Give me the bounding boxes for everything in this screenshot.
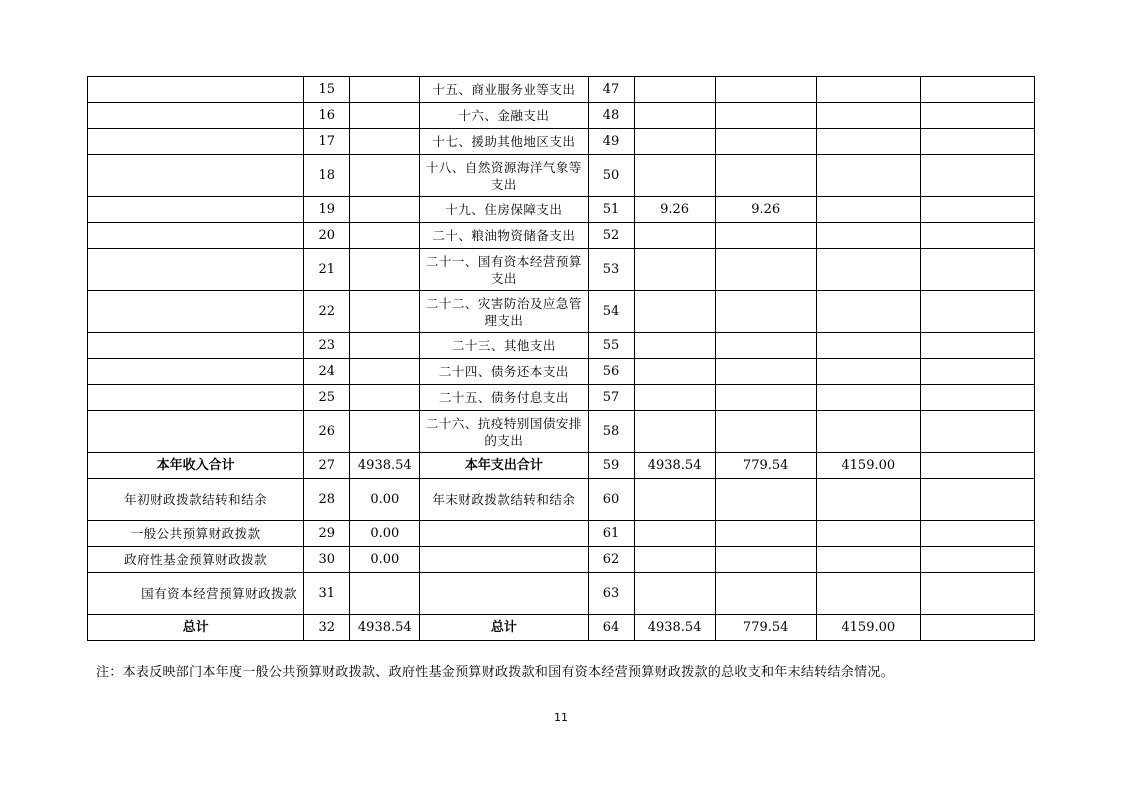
expense-general-budget-cell bbox=[715, 573, 816, 615]
expense-capital-budget-cell bbox=[920, 291, 1034, 333]
income-amount-cell: 4938.54 bbox=[350, 453, 420, 479]
income-line-number: 15 bbox=[304, 77, 350, 103]
table-row bbox=[88, 453, 1035, 479]
expense-general-budget-cell bbox=[715, 385, 816, 411]
expense-fund-budget-cell: 4159.00 bbox=[816, 453, 920, 479]
expense-line-number: 64 bbox=[588, 615, 634, 641]
expense-capital-budget-cell bbox=[920, 359, 1034, 385]
income-line-number: 30 bbox=[304, 547, 350, 573]
expense-fund-budget-cell bbox=[816, 249, 920, 291]
income-amount-cell: 4938.54 bbox=[350, 615, 420, 641]
expense-total-cell bbox=[634, 77, 715, 103]
income-item-cell: 政府性基金预算财政拨款 bbox=[88, 547, 304, 573]
expense-capital-budget-cell bbox=[920, 223, 1034, 249]
table-row bbox=[88, 291, 1035, 333]
expense-line-number: 62 bbox=[588, 547, 634, 573]
income-amount-cell bbox=[350, 223, 420, 249]
expense-line-number: 54 bbox=[588, 291, 634, 333]
expense-general-budget-cell: 779.54 bbox=[715, 615, 816, 641]
expense-line-number: 60 bbox=[588, 479, 634, 521]
expense-capital-budget-cell bbox=[920, 453, 1034, 479]
income-item-cell bbox=[88, 197, 304, 223]
table-row bbox=[88, 521, 1035, 547]
income-item-cell bbox=[88, 223, 304, 249]
table-row bbox=[88, 77, 1035, 103]
expense-general-budget-cell bbox=[715, 103, 816, 129]
income-item-cell bbox=[88, 103, 304, 129]
income-amount-cell bbox=[350, 333, 420, 359]
expense-item-cell: 十七、援助其他地区支出 bbox=[420, 129, 588, 155]
income-amount-cell bbox=[350, 573, 420, 615]
income-item-cell bbox=[88, 77, 304, 103]
income-item-cell bbox=[88, 385, 304, 411]
table-row bbox=[88, 615, 1035, 641]
expense-line-number: 63 bbox=[588, 573, 634, 615]
income-line-number: 16 bbox=[304, 103, 350, 129]
expense-general-budget-cell bbox=[715, 155, 816, 197]
expense-capital-budget-cell bbox=[920, 333, 1034, 359]
income-item-cell bbox=[88, 411, 304, 453]
table-row bbox=[88, 411, 1035, 453]
income-amount-cell bbox=[350, 385, 420, 411]
expense-capital-budget-cell bbox=[920, 77, 1034, 103]
budget-table bbox=[87, 76, 1035, 641]
expense-item-cell: 二十五、债务付息支出 bbox=[420, 385, 588, 411]
expense-fund-budget-cell bbox=[816, 291, 920, 333]
expense-fund-budget-cell bbox=[816, 103, 920, 129]
expense-capital-budget-cell bbox=[920, 155, 1034, 197]
expense-total-cell bbox=[634, 333, 715, 359]
expense-fund-budget-cell bbox=[816, 333, 920, 359]
expense-total-cell bbox=[634, 359, 715, 385]
income-line-number: 17 bbox=[304, 129, 350, 155]
income-amount-cell: 0.00 bbox=[350, 521, 420, 547]
expense-capital-budget-cell bbox=[920, 411, 1034, 453]
income-amount-cell bbox=[350, 103, 420, 129]
expense-capital-budget-cell bbox=[920, 103, 1034, 129]
expense-item-cell: 十八、自然资源海洋气象等支出 bbox=[420, 155, 588, 197]
income-line-number: 22 bbox=[304, 291, 350, 333]
expense-capital-budget-cell bbox=[920, 521, 1034, 547]
income-line-number: 28 bbox=[304, 479, 350, 521]
expense-general-budget-cell bbox=[715, 77, 816, 103]
expense-total-cell bbox=[634, 249, 715, 291]
table-footnote: 注：本表反映部门本年度一般公共预算财政拨款、政府性基金预算财政拨款和国有资本经营预算财政拨款的总收支和年末结转结余情况。 bbox=[96, 665, 895, 680]
expense-total-cell bbox=[634, 385, 715, 411]
expense-item-cell: 十九、住房保障支出 bbox=[420, 197, 588, 223]
expense-total-cell: 4938.54 bbox=[634, 615, 715, 641]
expense-total-cell bbox=[634, 547, 715, 573]
expense-capital-budget-cell bbox=[920, 197, 1034, 223]
income-line-number: 29 bbox=[304, 521, 350, 547]
expense-general-budget-cell bbox=[715, 411, 816, 453]
expense-total-label: 本年支出合计 bbox=[420, 453, 588, 479]
expense-total-cell bbox=[634, 223, 715, 249]
income-total-label: 本年收入合计 bbox=[88, 453, 304, 479]
expense-fund-budget-cell bbox=[816, 521, 920, 547]
income-line-number: 18 bbox=[304, 155, 350, 197]
income-item-cell: 一般公共预算财政拨款 bbox=[88, 521, 304, 547]
income-item-cell bbox=[88, 129, 304, 155]
income-amount-cell bbox=[350, 77, 420, 103]
expense-general-budget-cell bbox=[715, 521, 816, 547]
expense-general-budget-cell bbox=[715, 291, 816, 333]
table-row bbox=[88, 385, 1035, 411]
expense-fund-budget-cell: 4159.00 bbox=[816, 615, 920, 641]
expense-line-number: 52 bbox=[588, 223, 634, 249]
income-line-number: 20 bbox=[304, 223, 350, 249]
table-row bbox=[88, 359, 1035, 385]
table-row bbox=[88, 479, 1035, 521]
expense-capital-budget-cell bbox=[920, 249, 1034, 291]
income-line-number: 26 bbox=[304, 411, 350, 453]
income-line-number: 25 bbox=[304, 385, 350, 411]
expense-line-number: 49 bbox=[588, 129, 634, 155]
expense-line-number: 61 bbox=[588, 521, 634, 547]
expense-fund-budget-cell bbox=[816, 547, 920, 573]
expense-item-cell: 二十四、债务还本支出 bbox=[420, 359, 588, 385]
income-amount-cell bbox=[350, 291, 420, 333]
expense-fund-budget-cell bbox=[816, 573, 920, 615]
expense-total-cell bbox=[634, 129, 715, 155]
table-row bbox=[88, 103, 1035, 129]
expense-line-number: 57 bbox=[588, 385, 634, 411]
expense-total-cell: 4938.54 bbox=[634, 453, 715, 479]
income-line-number: 32 bbox=[304, 615, 350, 641]
income-item-cell bbox=[88, 155, 304, 197]
expense-total-cell bbox=[634, 103, 715, 129]
expense-fund-budget-cell bbox=[816, 223, 920, 249]
expense-item-cell: 二十三、其他支出 bbox=[420, 333, 588, 359]
income-line-number: 23 bbox=[304, 333, 350, 359]
table-row bbox=[88, 129, 1035, 155]
expense-line-number: 55 bbox=[588, 333, 634, 359]
income-line-number: 21 bbox=[304, 249, 350, 291]
expense-fund-budget-cell bbox=[816, 129, 920, 155]
grand-total-label: 总计 bbox=[420, 615, 588, 641]
expense-general-budget-cell bbox=[715, 129, 816, 155]
table-row bbox=[88, 547, 1035, 573]
expense-line-number: 50 bbox=[588, 155, 634, 197]
income-item-cell bbox=[88, 249, 304, 291]
income-amount-cell: 0.00 bbox=[350, 479, 420, 521]
expense-line-number: 53 bbox=[588, 249, 634, 291]
expense-general-budget-cell bbox=[715, 223, 816, 249]
expense-total-cell bbox=[634, 291, 715, 333]
expense-line-number: 47 bbox=[588, 77, 634, 103]
expense-general-budget-cell bbox=[715, 249, 816, 291]
expense-fund-budget-cell bbox=[816, 479, 920, 521]
expense-item-cell: 十五、商业服务业等支出 bbox=[420, 77, 588, 103]
expense-line-number: 48 bbox=[588, 103, 634, 129]
table-row bbox=[88, 333, 1035, 359]
expense-item-cell: 十六、金融支出 bbox=[420, 103, 588, 129]
expense-item-cell bbox=[420, 547, 588, 573]
expense-line-number: 56 bbox=[588, 359, 634, 385]
expense-item-cell: 二十、粮油物资储备支出 bbox=[420, 223, 588, 249]
expense-total-cell bbox=[634, 573, 715, 615]
expense-fund-budget-cell bbox=[816, 197, 920, 223]
expense-total-cell bbox=[634, 521, 715, 547]
expense-item-cell: 二十一、国有资本经营预算支出 bbox=[420, 249, 588, 291]
expense-line-number: 58 bbox=[588, 411, 634, 453]
expense-fund-budget-cell bbox=[816, 385, 920, 411]
income-item-cell bbox=[88, 333, 304, 359]
expense-line-number: 59 bbox=[588, 453, 634, 479]
table-row bbox=[88, 197, 1035, 223]
income-line-number: 31 bbox=[304, 573, 350, 615]
expense-item-cell: 二十二、灾害防治及应急管理支出 bbox=[420, 291, 588, 333]
income-item-cell bbox=[88, 291, 304, 333]
expense-fund-budget-cell bbox=[816, 155, 920, 197]
table-row bbox=[88, 573, 1035, 615]
expense-general-budget-cell bbox=[715, 333, 816, 359]
expense-total-cell bbox=[634, 479, 715, 521]
expense-capital-budget-cell bbox=[920, 573, 1034, 615]
income-item-cell bbox=[88, 359, 304, 385]
expense-capital-budget-cell bbox=[920, 129, 1034, 155]
expense-total-cell bbox=[634, 155, 715, 197]
income-line-number: 19 bbox=[304, 197, 350, 223]
expense-item-cell bbox=[420, 521, 588, 547]
page-number: 11 bbox=[554, 711, 568, 724]
income-amount-cell bbox=[350, 155, 420, 197]
expense-general-budget-cell: 779.54 bbox=[715, 453, 816, 479]
expense-item-cell: 年末财政拨款结转和结余 bbox=[420, 479, 588, 521]
expense-capital-budget-cell bbox=[920, 615, 1034, 641]
expense-total-cell: 9.26 bbox=[634, 197, 715, 223]
income-amount-cell: 0.00 bbox=[350, 547, 420, 573]
grand-total-label: 总计 bbox=[88, 615, 304, 641]
expense-fund-budget-cell bbox=[816, 359, 920, 385]
expense-fund-budget-cell bbox=[816, 77, 920, 103]
expense-total-cell bbox=[634, 411, 715, 453]
expense-item-cell: 二十六、抗疫特别国债安排的支出 bbox=[420, 411, 588, 453]
table-row bbox=[88, 155, 1035, 197]
expense-capital-budget-cell bbox=[920, 547, 1034, 573]
income-amount-cell bbox=[350, 359, 420, 385]
income-amount-cell bbox=[350, 129, 420, 155]
expense-capital-budget-cell bbox=[920, 479, 1034, 521]
table-row bbox=[88, 249, 1035, 291]
income-item-cell: 国有资本经营预算财政拨款 bbox=[88, 573, 304, 615]
expense-fund-budget-cell bbox=[816, 411, 920, 453]
income-line-number: 24 bbox=[304, 359, 350, 385]
table-row bbox=[88, 223, 1035, 249]
income-line-number: 27 bbox=[304, 453, 350, 479]
expense-item-cell bbox=[420, 573, 588, 615]
income-amount-cell bbox=[350, 411, 420, 453]
income-amount-cell bbox=[350, 197, 420, 223]
expense-general-budget-cell bbox=[715, 547, 816, 573]
expense-general-budget-cell: 9.26 bbox=[715, 197, 816, 223]
expense-capital-budget-cell bbox=[920, 385, 1034, 411]
expense-general-budget-cell bbox=[715, 359, 816, 385]
income-item-cell: 年初财政拨款结转和结余 bbox=[88, 479, 304, 521]
income-amount-cell bbox=[350, 249, 420, 291]
expense-line-number: 51 bbox=[588, 197, 634, 223]
expense-general-budget-cell bbox=[715, 479, 816, 521]
